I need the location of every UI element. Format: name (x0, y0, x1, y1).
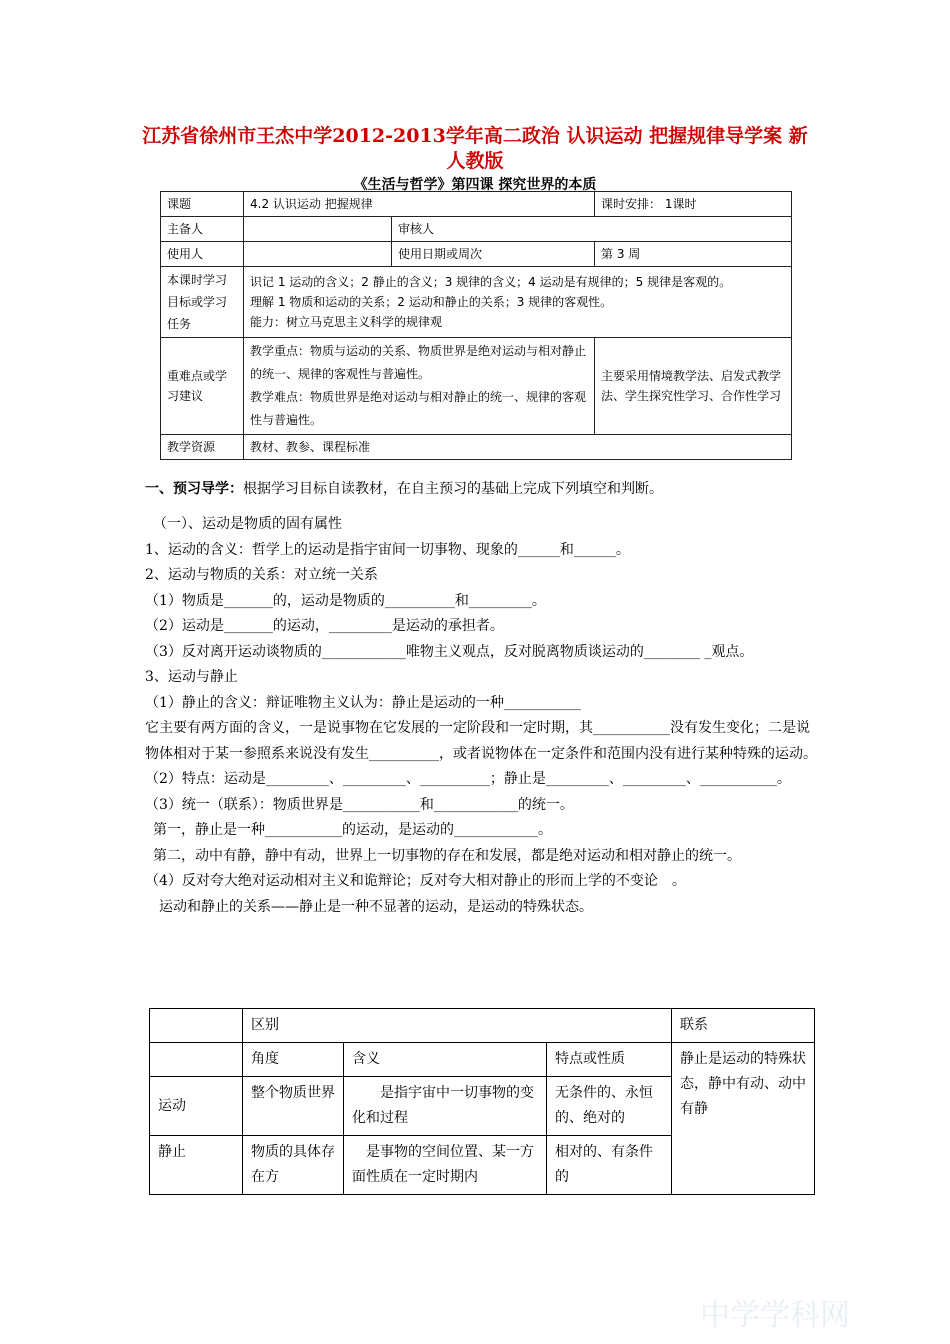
difficult-points: 教学难点：物质世界是绝对运动与相对静止的统一、规律的客观性与普遍性。 (250, 390, 587, 427)
goals-label: 本课时学习目标或学习任务 (161, 267, 244, 338)
key-cell (244, 338, 595, 435)
goal-line: 理解 1 物质和运动的关系；2 运动和静止的关系；3 规律的客观性。 (250, 295, 613, 309)
topic-value: 4.2 认识运动 把握规律 (244, 192, 595, 217)
user-label: 使用人 (161, 242, 244, 267)
lesson-subtitle: 《生活与哲学》第四课 探究世界的本质 (353, 177, 597, 193)
row-name: 运动 (150, 1077, 243, 1136)
content-line: 3、运动与静止 (145, 669, 238, 685)
study-content (145, 512, 817, 920)
content-line: 第一，静止是一种___________的运动，是运动的____________。 (153, 822, 552, 838)
row-meaning: 是指宇宙中一切事物的变化和过程 (344, 1077, 547, 1136)
goal-line: 能力：树立马克思主义科学的规律观 (250, 315, 443, 329)
row-name: 静止 (150, 1136, 243, 1195)
row-angle: 物质的具体存在方 (243, 1136, 344, 1195)
key-label: 重难点或学习建议 (161, 338, 244, 435)
corner-cell (150, 1009, 243, 1043)
preview-head: 一、预习导学： (145, 481, 243, 497)
content-line: （2）特点：运动是_________、_________、__________；静止是_________、_________、___________。 (145, 771, 791, 787)
comparison-table (149, 1008, 815, 1195)
week-value: 第 3 周 (595, 242, 792, 267)
row-angle: 整个物质世界 (243, 1077, 344, 1136)
header-angle: 角度 (243, 1043, 344, 1077)
content-line: 运动和静止的关系——静止是一种不显著的运动，是运动的特殊状态。 (159, 898, 593, 915)
row-trait: 无条件的、永恒的、绝对的 (547, 1077, 672, 1136)
row-meaning: 是事物的空间位置、某一方面性质在一定时期内 (344, 1136, 547, 1195)
content-line: 第二，动中有静，静中有动，世界上一切事物的存在和发展，都是绝对运动和相对静止的统一。 (153, 847, 741, 864)
hours-value: 1课时 (664, 197, 697, 211)
document-title: 江苏省徐州市王杰中学2012-2013学年高二政治 认识运动 把握规律导学案 新人教版 (142, 125, 808, 172)
key-points: 教学重点：物质与运动的关系、物质世界是绝对运动与相对静止的统一、规律的客观性与普遍性。 (250, 344, 587, 381)
row-trait: 相对的、有条件的 (547, 1136, 672, 1195)
link-label: 联系 (672, 1009, 815, 1043)
preview-text: 根据学习目标自读教材，在自主预习的基础上完成下列填空和判断。 (243, 481, 663, 497)
author-label: 主备人 (161, 217, 244, 242)
author-value (244, 217, 392, 242)
preview-intro (145, 478, 825, 498)
goal-line: 识记 1 运动的含义；2 静止的含义；3 规律的含义；4 运动是有规律的；5 规律是客观的。 (250, 275, 732, 289)
content-line: 它主要有两方面的含义，一是说事物在它发展的一定阶段和一定时期，其___________没有发生变化；二是说物体相对于某一参照系来说没有发生__________，或者说物体在一定条件和范围内没有进行某种特殊的运动。 (145, 720, 817, 762)
lesson-plan-table (160, 191, 792, 460)
content-line: （3）统一（联系）：物质世界是___________和____________的统一。 (145, 796, 574, 813)
section-heading: （一）、运动是物质的固有属性 (153, 516, 342, 532)
goals-cell (244, 267, 792, 338)
reviewer-label: 审核人 (392, 217, 792, 242)
date-label: 使用日期或周次 (392, 242, 595, 267)
hours-cell (595, 192, 792, 217)
hours-label: 课时安排： (601, 197, 662, 211)
topic-label: 课题 (161, 192, 244, 217)
resources-label: 教学资源 (161, 435, 244, 460)
diff-label: 区别 (243, 1009, 672, 1043)
content-line: （1）静止的含义：辩证唯物主义认为：静止是运动的一种___________ (145, 694, 581, 711)
user-value (244, 242, 392, 267)
content-line: 2、运动与物质的关系：对立统一关系 (145, 567, 378, 583)
content-line: （3）反对离开运动谈物质的____________唯物主义观点，反对脱离物质谈运动的________ _观点。 (145, 643, 754, 660)
link-text: 静止是运动的特殊状态，静中有动、动中有静 (672, 1043, 815, 1195)
content-line: （2）运动是_______的运动，_________是运动的承担者。 (145, 618, 504, 634)
header-trait: 特点或性质 (547, 1043, 672, 1077)
content-line: （1）物质是_______的，运动是物质的__________和_________。 (145, 592, 546, 609)
watermark: 中学学科网 (700, 1298, 850, 1333)
resources-value: 教材、教参、课程标准 (244, 435, 792, 460)
content-line: （4）反对夸大绝对运动相对主义和诡辩论；反对夸大相对静止的形而上学的不变论 。 (145, 873, 686, 889)
header-meaning: 含义 (344, 1043, 547, 1077)
methods: 主要采用情境教学法、启发式教学法、学生探究性学习、合作性学习 (595, 338, 792, 435)
empty-cell (150, 1043, 243, 1077)
content-line: 1、运动的含义：哲学上的运动是指宇宙间一切事物、现象的______和______。 (145, 541, 630, 558)
